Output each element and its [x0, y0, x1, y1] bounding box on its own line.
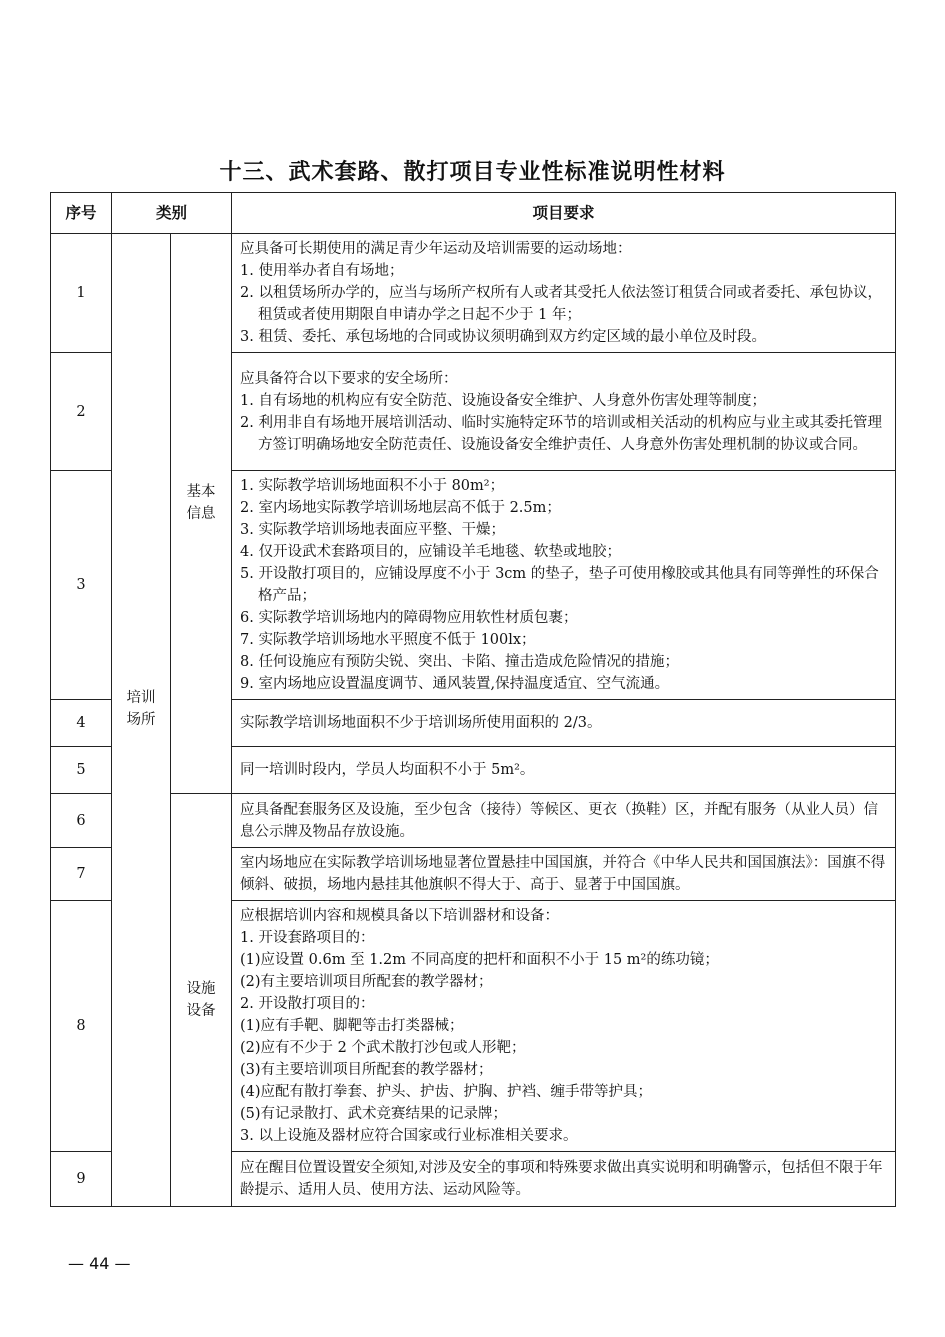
page-number: — 44 —: [68, 1254, 131, 1273]
requirement-line: 应具备符合以下要求的安全场所：: [240, 370, 458, 387]
requirement-line: 1. 使用举办者自有场地；: [240, 263, 404, 279]
requirement-line: 应在醒目位置设置安全须知,对涉及安全的事项和特殊要求做出真实说明和明确警示，包括但不限于年龄提示、适用人员、使用方法、运动风险等。: [240, 1160, 883, 1198]
requirement-line: 6. 实际教学培训场地内的障碍物应用软性材质包裹；: [240, 610, 578, 626]
requirement-line: 2. 室内场地实际教学培训场地层高不低于 2.5m；: [240, 500, 561, 516]
requirement-line: 5. 开设散打项目的，应铺设厚度不小于 3cm 的垫子，垫子可使用橡胶或其他具有同等弹性的环保合格产品；: [240, 566, 879, 604]
requirement-line: (1)应有手靶、脚靶等击打类器械；: [240, 1018, 464, 1034]
requirement-line: 2. 利用非自有场地开展培训活动、临时实施特定环节的培训或相关活动的机构应与业主或其委托管理方签订明确场地安全防范责任、设施设备安全维护责任、人身意外伤害处理机制的协议或合同。: [240, 414, 882, 453]
requirement-line: 应具备配套服务区及设施，至少包含（接待）等候区、更衣（换鞋）区，并配有服务（从业人员）信息公示牌及物品存放设施。: [240, 801, 879, 840]
subcategory-facility-equipment: [171, 794, 232, 1207]
subcategory-basic-info: [171, 234, 232, 794]
requirement-cell: [232, 1152, 896, 1207]
requirement-cell: [232, 353, 896, 471]
requirement-line: 2. 以租赁场所办学的，应当与场所产权所有人或者其受托人依法签订租赁合同或者委托、承包协议，租赁或者使用期限自申请办学之日起不少于 1 年；: [240, 285, 882, 323]
requirement-line: 1. 开设套路项目的：: [240, 930, 375, 946]
row-number: 1: [51, 234, 112, 353]
subcategory-facility-equipment-label: 设施 设备: [186, 981, 216, 1019]
table-row: [51, 234, 896, 353]
category-training-venue: [112, 234, 171, 1207]
requirement-line: 应根据培训内容和规模具备以下培训器材和设备：: [240, 908, 560, 924]
requirement-line: 7. 实际教学培训场地水平照度不低于 100lx；: [240, 632, 536, 648]
requirement-cell: [232, 700, 896, 747]
table-header-row: [51, 193, 896, 234]
requirement-line: 实际教学培训场地面积不少于培训场所使用面积的 2/3。: [240, 715, 602, 731]
category-training-venue-label: 培训 场所: [126, 690, 156, 728]
row-number: 2: [51, 353, 112, 471]
row-number: 8: [51, 901, 112, 1152]
requirement-cell: [232, 794, 896, 848]
requirement-line: (2)应有不少于 2 个武术散打沙包或人形靶；: [240, 1040, 526, 1056]
requirement-line: 3. 以上设施及器材应符合国家或行业标准相关要求。: [240, 1128, 578, 1144]
requirement-line: 3. 租赁、委托、承包场地的合同或协议须明确到双方约定区域的最小单位及时段。: [240, 329, 766, 345]
requirement-line: (5)有记录散打、武术竞赛结果的记录牌；: [240, 1106, 508, 1122]
header-category: 类别: [112, 193, 232, 234]
requirements-table: [50, 192, 896, 1207]
page-title: 十三、武术套路、散打项目专业性标准说明性材料: [219, 160, 726, 185]
requirement-cell: [232, 471, 896, 700]
row-number: 4: [51, 700, 112, 747]
requirement-line: (3)有主要培训项目所配套的教学器材；: [240, 1062, 493, 1078]
subcategory-basic-info-label: 基本 信息: [186, 483, 216, 522]
requirement-line: 室内场地应在实际教学培训场地显著位置悬挂中国国旗，并符合《中华人民共和国国旗法》：国旗不得倾斜、破损，场地内悬挂其他旗帜不得大于、高于、显著于中国国旗。: [240, 855, 886, 893]
requirement-line: (2)有主要培训项目所配套的教学器材；: [240, 974, 493, 990]
requirement-line: 同一培训时段内，学员人均面积不小于 5m²。: [240, 762, 535, 778]
table-row: [51, 794, 896, 848]
requirement-line: 1. 实际教学培训场地面积不小于 80m²；: [240, 478, 505, 494]
requirement-line: 4. 仅开设武术套路项目的，应铺设羊毛地毯、软垫或地胶；: [240, 544, 621, 560]
requirement-line: 8. 任何设施应有预防尖锐、突出、卡陷、撞击造成危险情况的措施；: [240, 654, 679, 670]
header-requirement: 项目要求: [232, 193, 896, 234]
row-number: 6: [51, 794, 112, 848]
row-number: 7: [51, 848, 112, 901]
row-number: 3: [51, 471, 112, 700]
requirement-cell: [232, 848, 896, 901]
row-number: 5: [51, 747, 112, 794]
header-index: 序号: [51, 193, 112, 234]
requirement-cell: [232, 747, 896, 794]
requirement-cell: [232, 234, 896, 353]
requirement-line: 1. 自有场地的机构应有安全防范、设施设备安全维护、人身意外伤害处理等制度；: [240, 392, 766, 409]
requirement-line: (4)应配有散打拳套、护头、护齿、护胸、护裆、缠手带等护具；: [240, 1084, 653, 1100]
row-number: 9: [51, 1152, 112, 1207]
requirement-line: 9. 室内场地应设置温度调节、通风装置,保持温度适宜、空气流通。: [240, 676, 670, 692]
requirement-line: (1)应设置 0.6m 至 1.2m 不同高度的把杆和面积不小于 15 m²的练功镜；: [240, 952, 719, 968]
requirement-line: 应具备可长期使用的满足青少年运动及培训需要的运动场地：: [240, 241, 632, 257]
requirement-cell: [232, 901, 896, 1152]
requirement-line: 3. 实际教学培训场地表面应平整、干燥；: [240, 522, 505, 538]
requirement-line: 2. 开设散打项目的：: [240, 996, 375, 1012]
